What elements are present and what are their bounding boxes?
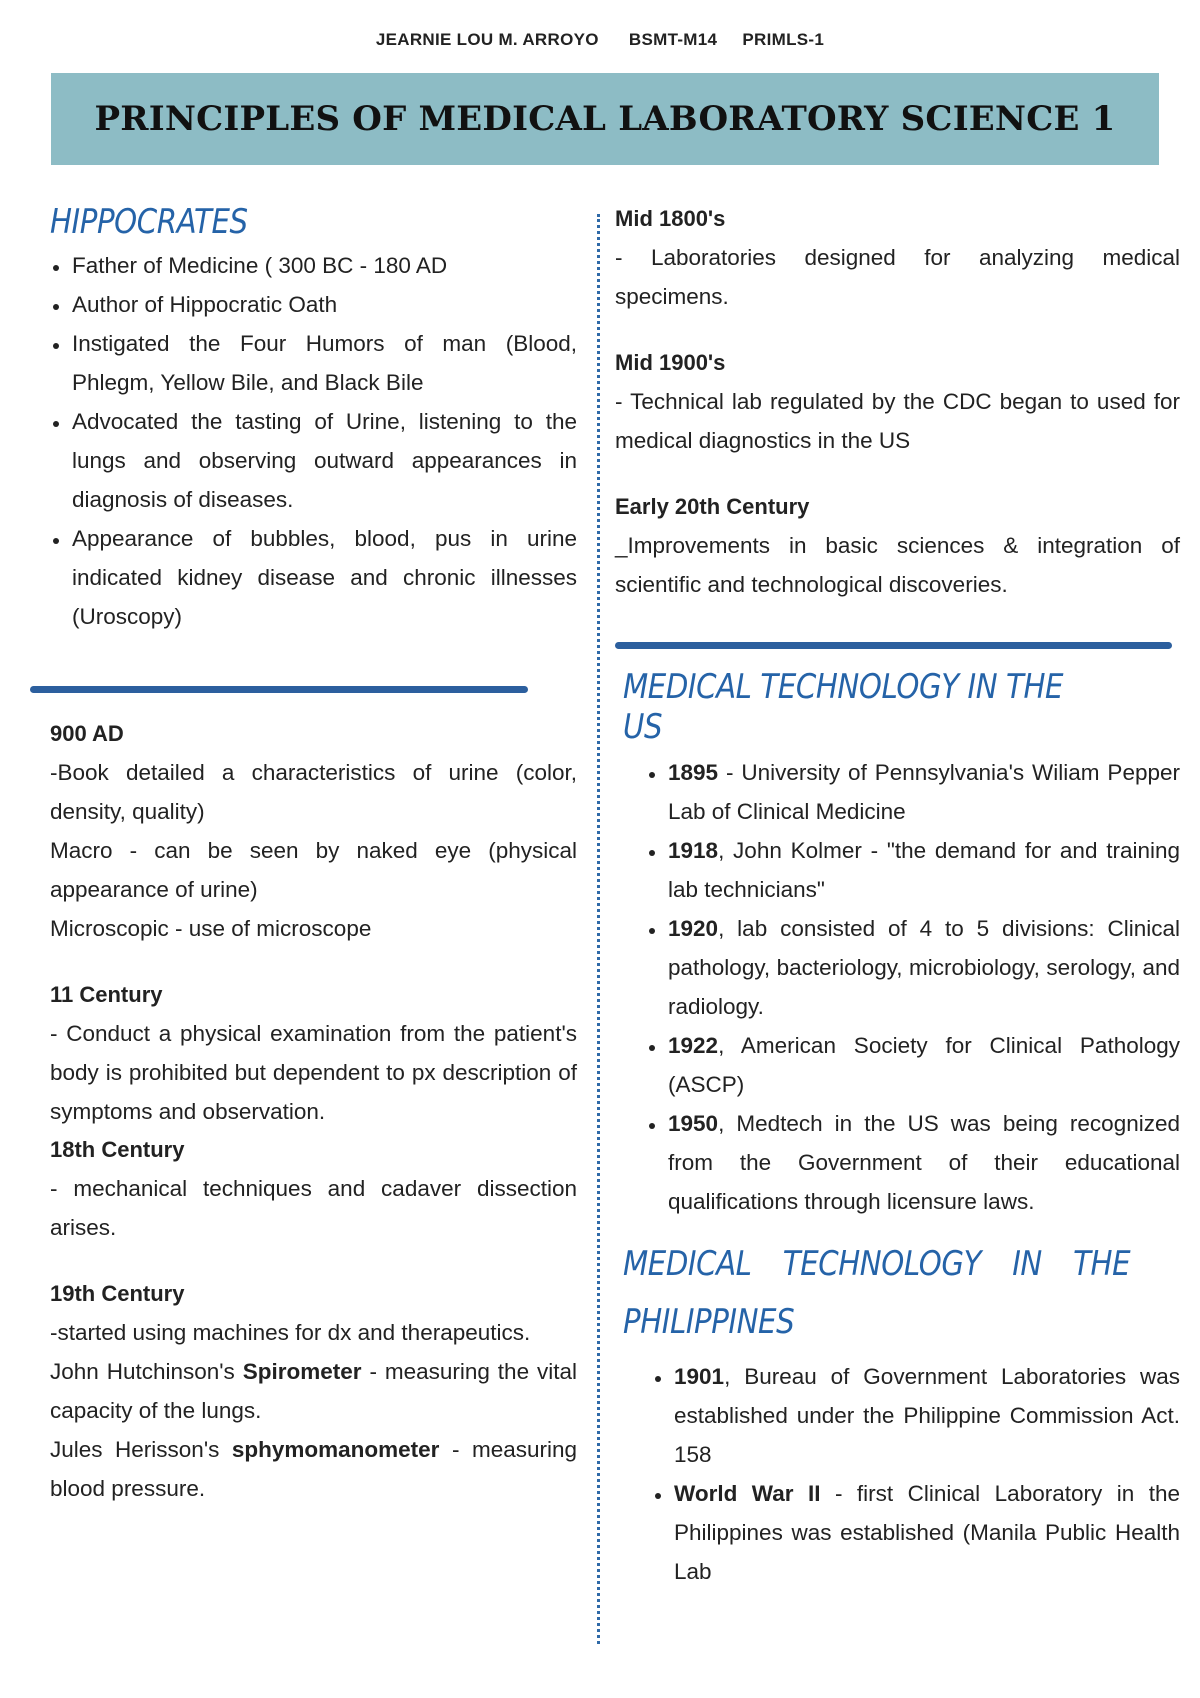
- list-item: • 1920, lab consisted of 4 to 5 divisions: Clinical pathology, bacteriology, microbiology, serology, and radiology.: [667, 909, 1180, 1026]
- paragraph: -Book detailed a characteristics of urine (color, density, quality): [50, 760, 577, 824]
- list-item: • 1918, John Kolmer - "the demand for and training lab technicians": [667, 831, 1180, 909]
- paragraph: _Improvements in basic sciences & integration of scientific and technological discoveries.: [615, 533, 1180, 597]
- section-heading-900ad: 900 AD: [50, 721, 124, 746]
- author-line: JEARNIE LOU M. ARROYO BSMT-M14 PRIMLS-1: [375, 30, 825, 49]
- section-heading-11-century: 11 Century: [50, 982, 163, 1007]
- left-column: [50, 200, 577, 1508]
- paragraph: Macro - can be seen by naked eye (physical appearance of urine): [50, 838, 577, 902]
- section-heading-early-20th-century: Early 20th Century: [615, 494, 810, 519]
- list-item: • 1901, Bureau of Government Laboratories was established under the Philippine Commission Act. 158: [673, 1357, 1180, 1474]
- page-title: PRINCIPLES OF MEDICAL LABORATORY SCIENCE 1: [94, 99, 1116, 139]
- paragraph: - Laboratories designed for analyzing medical specimens.: [615, 245, 1180, 309]
- medtech-us-heading: MEDICAL TECHNOLOGY IN THE US: [623, 667, 1064, 747]
- column-divider: [597, 214, 600, 1644]
- hippocrates-list: [50, 246, 577, 636]
- list-item: • Father of Medicine ( 300 BC - 180 AD: [71, 246, 577, 285]
- medtech-us-list: [615, 753, 1180, 1221]
- paragraph-spirometer: John Hutchinson's Spirometer - measuring the vital capacity of the lungs.: [50, 1359, 578, 1423]
- paragraph: -started using machines for dx and therapeutics.: [50, 1320, 531, 1345]
- section-heading-mid-1900s: Mid 1900's: [615, 350, 726, 375]
- right-column: [615, 200, 1180, 1591]
- section-heading-mid-1800s: Mid 1800's: [615, 206, 726, 231]
- medtech-ph-heading: MEDICAL TECHNOLOGY IN THE PHILIPPINES: [623, 1244, 1131, 1342]
- paragraph: - Conduct a physical examination from the patient's body is prohibited but dependent to px description of symptoms and observation.: [50, 1021, 577, 1124]
- list-item: • 1895 - University of Pennsylvania's Wiliam Pepper Lab of Clinical Medicine: [667, 753, 1180, 831]
- hippocrates-heading: HIPPOCRATES: [50, 202, 248, 242]
- paragraph: Microscopic - use of microscope: [50, 916, 372, 941]
- list-item: • Author of Hippocratic Oath: [71, 285, 577, 324]
- paragraph: - Technical lab regulated by the CDC began to used for medical diagnostics in the US: [615, 389, 1180, 453]
- list-item: • World War II - first Clinical Laboratory in the Philippines was established (Manila Public Health Lab: [673, 1474, 1180, 1591]
- list-item: • Advocated the tasting of Urine, listening to the lungs and observing outward appearances in diagnosis of diseases.: [71, 402, 577, 519]
- section-rule: [615, 642, 1172, 649]
- paragraph-sphygmomanometer: Jules Herisson's sphymomanometer - measuring blood pressure.: [50, 1437, 577, 1501]
- list-item: • 1922, American Society for Clinical Pathology (ASCP): [667, 1026, 1180, 1104]
- medtech-ph-list: [615, 1357, 1180, 1591]
- section-heading-18th-century: 18th Century: [50, 1137, 185, 1162]
- list-item: • Appearance of bubbles, blood, pus in urine indicated kidney disease and chronic illnesses (Uroscopy): [71, 519, 577, 636]
- section-heading-19th-century: 19th Century: [50, 1281, 185, 1306]
- section-rule: [30, 686, 528, 693]
- title-banner: [51, 73, 1159, 165]
- list-item: • Instigated the Four Humors of man (Blood, Phlegm, Yellow Bile, and Black Bile: [71, 324, 577, 402]
- paragraph: - mechanical techniques and cadaver dissection arises.: [50, 1176, 577, 1240]
- list-item: • 1950, Medtech in the US was being recognized from the Government of their educational qualifications through licensure laws.: [667, 1104, 1180, 1221]
